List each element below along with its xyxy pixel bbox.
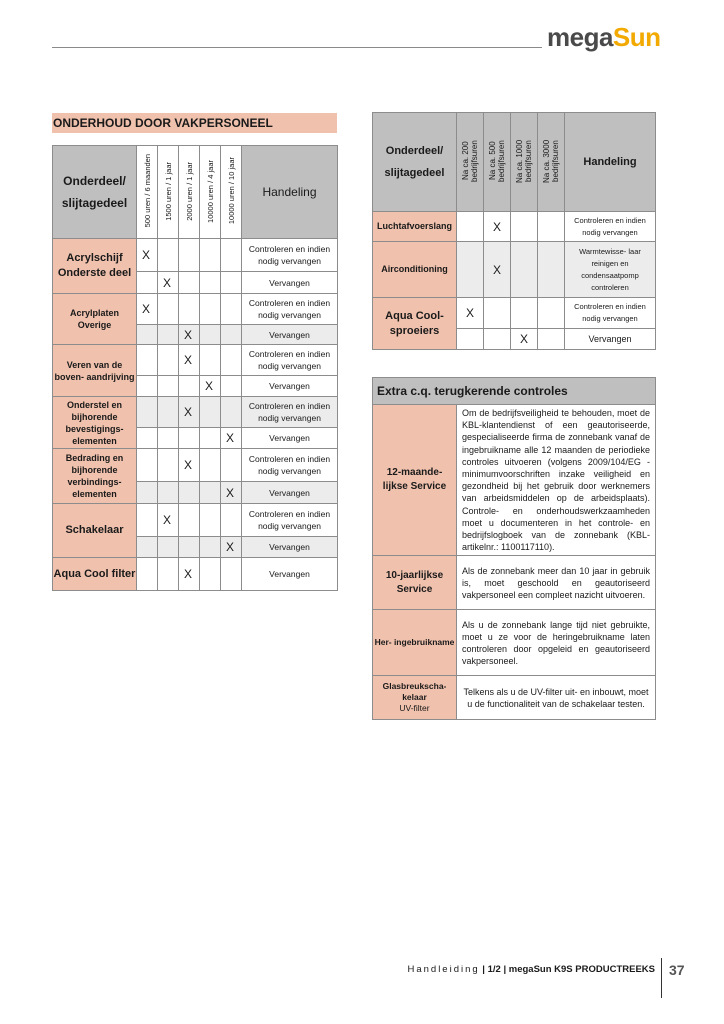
table-row (53, 345, 338, 376)
interval-mark: X (457, 298, 484, 329)
interval-mark: X (179, 397, 200, 428)
interval-mark: X (137, 294, 158, 325)
interval-mark: X (158, 504, 179, 537)
action-text: Controleren en indien nodig vervangen (242, 239, 338, 272)
interval-mark: X (158, 272, 179, 294)
description-text: Als u de zonnebank lange tijd niet gebruikte, moet u ze voor de heringebruikname laten controleren door opgeleid en geautoriseerd vakpersoneel. (457, 610, 656, 676)
part-name: Her- ingebruikname (373, 610, 457, 676)
col-header-interval-1: 500 uren / 6 maanden (137, 146, 158, 239)
part-name: Luchtafvoerslang (373, 212, 457, 242)
action-text: Controleren en indien nodig vervangen (242, 504, 338, 537)
action-text: Vervangen (242, 376, 338, 397)
col-header-interval-5: 10000 uren / 10 jaar (221, 146, 242, 239)
action-text: Controleren en indien nodig vervangen (565, 212, 656, 242)
interval-mark: X (200, 376, 221, 397)
table-row (373, 676, 656, 720)
part-name: Onderstel en bijhorende bevestigings- elementen (53, 397, 137, 449)
interval-mark: X (484, 212, 511, 242)
action-text: Vervangen (242, 428, 338, 449)
table-row (53, 294, 338, 325)
table-row (373, 610, 656, 676)
table-row (53, 449, 338, 482)
table-row (53, 558, 338, 591)
interval-mark: X (137, 239, 158, 272)
action-text: Vervangen (242, 482, 338, 504)
part-name: Glasbreukscha- kelaar UV-filter (373, 676, 457, 720)
part-name: Bedrading en bijhorende verbindings- elementen (53, 449, 137, 504)
action-text: Controleren en indien nodig vervangen (242, 397, 338, 428)
part-name: Airconditioning (373, 242, 457, 298)
col-header-part: Onderdeel/ slijtagedeel (373, 113, 457, 212)
table-row (373, 405, 656, 556)
table-row (373, 298, 656, 329)
interval-mark: X (179, 449, 200, 482)
part-name: Acrylplaten Overige (53, 294, 137, 345)
part-name: 10-jaarlijkse Service (373, 556, 457, 610)
table-row (53, 239, 338, 272)
col-header-interval-3: Na ca. 1000 bedrijfsuren (511, 113, 538, 212)
interval-mark: X (221, 537, 242, 558)
table-row (373, 556, 656, 610)
part-subtitle: UV-filter (399, 703, 430, 714)
interval-mark: X (221, 482, 242, 504)
col-header-action: Handeling (242, 146, 338, 239)
interval-mark: X (484, 242, 511, 298)
action-text: Warmtewisse- laar reinigen en condensaatpomp controleren (565, 242, 656, 298)
interval-mark: X (179, 345, 200, 376)
interval-mark: X (511, 329, 538, 350)
interval-mark: X (179, 325, 200, 345)
part-name: Schakelaar (53, 504, 137, 558)
header-rule (52, 47, 542, 48)
maintenance-title: ONDERHOUD DOOR VAKPERSONEEL (52, 113, 337, 133)
col-header-interval-3: 2000 uren / 1 jaar (179, 146, 200, 239)
description-text: Als de zonnebank meer dan 10 jaar in gebruik is, moet geschoold en geautoriseerd vakpersoneel een compleet nazicht uitvoeren. (457, 556, 656, 610)
col-header-part: Onderdeel/ slijtagedeel (53, 146, 137, 239)
maintenance-table (52, 145, 338, 591)
megasun-logo: megaSun (547, 22, 661, 52)
part-name: Aqua Cool- sproeiers (373, 298, 457, 350)
extra-controls-table (372, 377, 656, 720)
col-header-action: Handeling (565, 113, 656, 212)
footer-divider (661, 958, 662, 998)
interval-mark: X (179, 558, 200, 591)
table-row (53, 397, 338, 428)
col-header-interval-4: 10000 uren / 4 jaar (200, 146, 221, 239)
col-header-interval-2: 1500 uren / 1 jaar (158, 146, 179, 239)
part-name: Veren van de boven- aandrijving (53, 345, 137, 397)
table-row (373, 242, 656, 298)
col-header-interval-1: Na ca. 200 bedrijfsuren (457, 113, 484, 212)
action-text: Controleren en indien nodig vervangen (242, 345, 338, 376)
page-number: 37 (669, 962, 685, 978)
footer-text: Handleiding | 1/2 | megaSun K9S PRODUCTREEKS (407, 964, 655, 975)
action-text: Controleren en indien nodig vervangen (242, 449, 338, 482)
action-text: Vervangen (242, 537, 338, 558)
table-row (373, 212, 656, 242)
part-name: Aqua Cool filter (53, 558, 137, 591)
service-hours-table (372, 112, 656, 350)
action-text: Vervangen (565, 329, 656, 350)
part-name: 12-maande- lijkse Service (373, 405, 457, 556)
col-header-interval-4: Na ca. 3000 bedrijfsuren (538, 113, 565, 212)
action-text: Vervangen (242, 558, 338, 591)
description-text: Telkens als u de UV-filter uit- en inbouwt, moet u de functionaliteit van de schakelaar testen. (457, 676, 656, 720)
action-text: Controleren en indien nodig vervangen (565, 298, 656, 329)
interval-mark: X (221, 428, 242, 449)
action-text: Controleren en indien nodig vervangen (242, 294, 338, 325)
description-text: Om de bedrijfsveiligheid te behouden, moet de KBL-klantendienst of een geautoriseerde, gespecialiseerde firma de zonnebank vanaf de ingebruikname alle 12 maanden de periodieke controles uitvoeren (volgens 2009/104/EG - minimumvoorschriften inzake veiligheid en gezondheid bij het gebruik door werknemers van arbeidsmiddelen op de arbeidsplaats). Controle- en onderhoudswerkzaamheden moet u documenteren in het controle- en bedrijfslogboek van de zonnebank (KBL-artikelnr.: 1100117110). (457, 405, 656, 556)
part-name: Acrylschijf Onderste deel (53, 239, 137, 294)
action-text: Vervangen (242, 272, 338, 294)
table-row (53, 504, 338, 537)
extra-controls-title: Extra c.q. terugkerende controles (373, 378, 656, 405)
action-text: Vervangen (242, 325, 338, 345)
col-header-interval-2: Na ca. 500 bedrijfsuren (484, 113, 511, 212)
